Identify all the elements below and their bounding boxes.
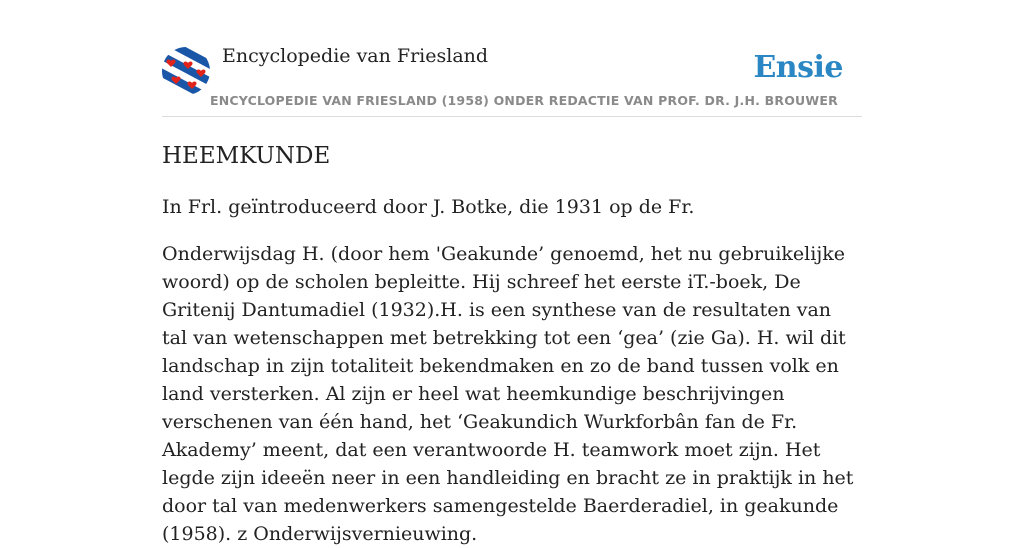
ensie-logo-link[interactable]: Ensie bbox=[753, 50, 843, 85]
logo-svg bbox=[162, 47, 210, 95]
book-header bbox=[162, 0, 862, 117]
article-paragraph: Onderwijsdag H. (door hem 'Geakunde’ genoemd, het nu gebruikelijke woord) op de scholen bepleitte. Hij schreef het eerste iT.-boek, De Gritenij Dantumadiel (1932).H. is een synthese van de resultaten van tal van wetenschappen met betrekking tot een ‘gea’ (zie Ga). H. wil dit landschap in zijn totaliteit bekendmaken en zo de band tussen volk en land versterken. Al zijn er heel wat heemkundige beschrijvingen verschenen van één hand, het ‘Geakundich Wurkforbân fan de Fr. Akademy’ meent, dat een verantwoorde H. teamwork moet zijn. Het legde zijn ideeën neer in een handleiding en bracht ze in praktijk in het door tal van medenwerkers samengestelde Baerderadiel, in geakunde (1958). z Onderwijsvernieuwing. bbox=[162, 243, 854, 545]
content-column bbox=[162, 0, 862, 548]
book-subtitle: ENCYCLOPEDIE VAN FRIESLAND (1958) ONDER REDACTIE VAN PROF. DR. J.H. BROUWER bbox=[210, 93, 838, 108]
article-paragraph: In Frl. geïntroduceerd door J. Botke, die 1931 op de Fr. bbox=[162, 196, 695, 218]
entry-title: HEEMKUNDE bbox=[162, 143, 331, 169]
frisian-flag-icon[interactable] bbox=[162, 47, 210, 95]
book-title[interactable]: Encyclopedie van Friesland bbox=[222, 45, 489, 67]
